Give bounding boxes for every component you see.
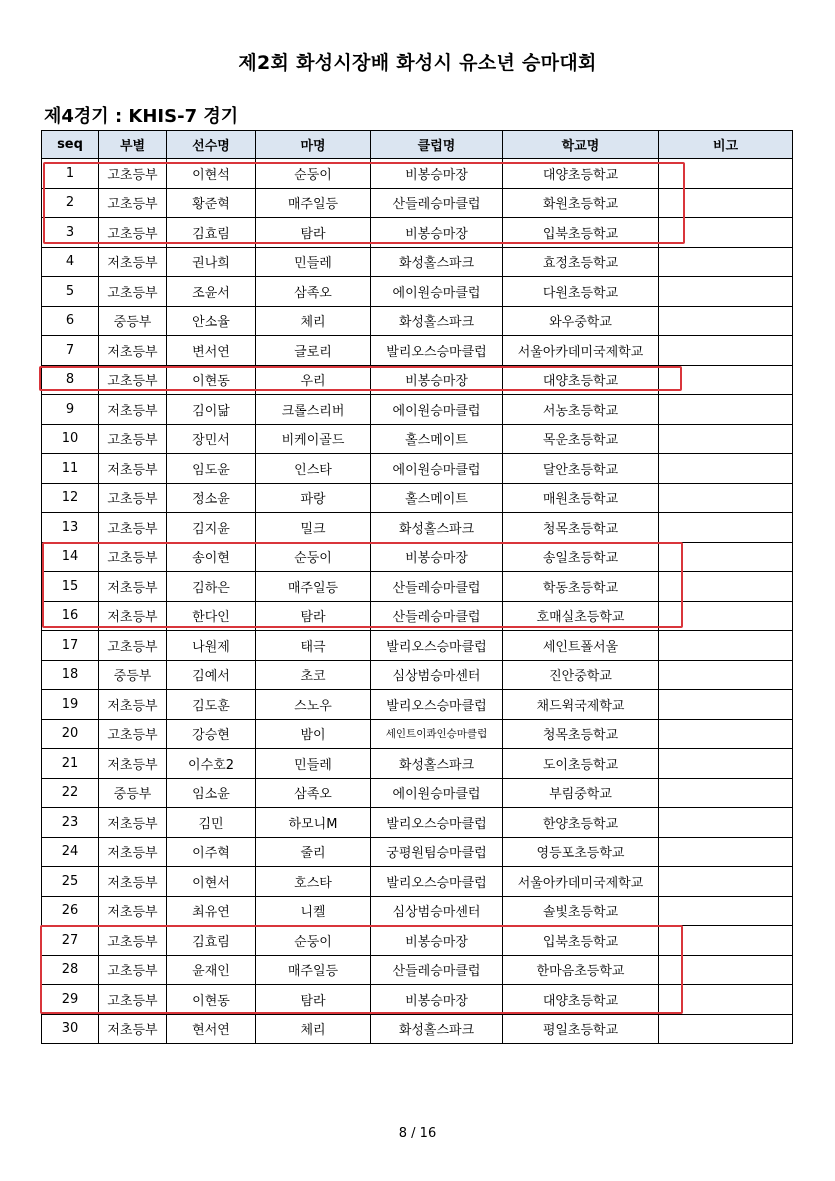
seq-cell: 6 <box>42 306 99 336</box>
school-cell: 부림중학교 <box>503 778 659 808</box>
table-row <box>42 896 793 926</box>
note-cell <box>659 985 793 1015</box>
division-cell: 고초등부 <box>99 542 167 572</box>
seq-cell: 13 <box>42 513 99 543</box>
header-club: 클럽명 <box>371 131 503 159</box>
seq-cell: 4 <box>42 247 99 277</box>
seq-cell: 24 <box>42 837 99 867</box>
division-cell: 저초등부 <box>99 837 167 867</box>
document-title: 제2회 화성시장배 화성시 유소년 승마대회 <box>238 52 597 74</box>
school-cell: 청목초등학교 <box>503 719 659 749</box>
club-cell: 화성홀스파크 <box>371 306 503 336</box>
horse-cell: 순둥이 <box>256 542 371 572</box>
club-cell: 산들레승마클럽 <box>371 188 503 218</box>
division-cell: 저초등부 <box>99 867 167 897</box>
note-cell <box>659 336 793 366</box>
division-cell: 고초등부 <box>99 985 167 1015</box>
table-row <box>42 513 793 543</box>
note-cell <box>659 749 793 779</box>
division-cell: 고초등부 <box>99 188 167 218</box>
seq-cell: 9 <box>42 395 99 425</box>
school-cell: 진안중학교 <box>503 660 659 690</box>
division-cell: 고초등부 <box>99 926 167 956</box>
table-row <box>42 188 793 218</box>
horse-cell: 민들레 <box>256 247 371 277</box>
rider-cell: 조윤서 <box>167 277 256 307</box>
seq-cell: 11 <box>42 454 99 484</box>
horse-cell: 탐라 <box>256 601 371 631</box>
table-row <box>42 749 793 779</box>
seq-cell: 16 <box>42 601 99 631</box>
horse-cell: 태극 <box>256 631 371 661</box>
table-row <box>42 808 793 838</box>
school-cell: 와우중학교 <box>503 306 659 336</box>
club-cell: 화성홀스파크 <box>371 749 503 779</box>
club-cell: 비봉승마장 <box>371 159 503 189</box>
school-cell: 서농초등학교 <box>503 395 659 425</box>
horse-cell: 삼족오 <box>256 277 371 307</box>
note-cell <box>659 159 793 189</box>
division-cell: 고초등부 <box>99 513 167 543</box>
note-cell <box>659 778 793 808</box>
seq-cell: 21 <box>42 749 99 779</box>
club-cell: 비봉승마장 <box>371 542 503 572</box>
division-cell: 저초등부 <box>99 690 167 720</box>
seq-cell: 15 <box>42 572 99 602</box>
rider-cell: 이현동 <box>167 365 256 395</box>
rider-cell: 송이현 <box>167 542 256 572</box>
division-cell: 저초등부 <box>99 601 167 631</box>
table-body <box>42 159 793 1044</box>
rider-cell: 강승현 <box>167 719 256 749</box>
club-cell: 발리오스승마클럽 <box>371 336 503 366</box>
horse-cell: 우리 <box>256 365 371 395</box>
rider-cell: 김효림 <box>167 218 256 248</box>
horse-cell: 매주일등 <box>256 572 371 602</box>
rider-cell: 한다인 <box>167 601 256 631</box>
seq-cell: 10 <box>42 424 99 454</box>
horse-cell: 호스타 <box>256 867 371 897</box>
note-cell <box>659 660 793 690</box>
note-cell <box>659 837 793 867</box>
rider-cell: 김이닮 <box>167 395 256 425</box>
rider-cell: 임소윤 <box>167 778 256 808</box>
horse-cell: 초코 <box>256 660 371 690</box>
table-row <box>42 1014 793 1044</box>
note-cell <box>659 542 793 572</box>
division-cell: 저초등부 <box>99 454 167 484</box>
school-cell: 달안초등학교 <box>503 454 659 484</box>
school-cell: 입북초등학교 <box>503 926 659 956</box>
table-row <box>42 454 793 484</box>
division-cell: 고초등부 <box>99 159 167 189</box>
seq-cell: 1 <box>42 159 99 189</box>
horse-cell: 체리 <box>256 1014 371 1044</box>
club-cell: 화성홀스파크 <box>371 247 503 277</box>
division-cell: 저초등부 <box>99 395 167 425</box>
table-row <box>42 542 793 572</box>
note-cell <box>659 631 793 661</box>
rider-cell: 김하은 <box>167 572 256 602</box>
table-row <box>42 572 793 602</box>
club-cell: 심상범승마센터 <box>371 896 503 926</box>
seq-cell: 29 <box>42 985 99 1015</box>
note-cell <box>659 955 793 985</box>
club-cell: 에이원승마클럽 <box>371 454 503 484</box>
table-header-row <box>42 131 793 159</box>
rider-cell: 정소윤 <box>167 483 256 513</box>
note-cell <box>659 513 793 543</box>
school-cell: 매원초등학교 <box>503 483 659 513</box>
club-cell: 발리오스승마클럽 <box>371 808 503 838</box>
seq-cell: 7 <box>42 336 99 366</box>
table-row <box>42 159 793 189</box>
table-row <box>42 365 793 395</box>
horse-cell: 밤이 <box>256 719 371 749</box>
table-row <box>42 955 793 985</box>
table-row <box>42 926 793 956</box>
table-row <box>42 424 793 454</box>
page-number: 8 / 16 <box>398 1126 437 1141</box>
rider-cell: 현서연 <box>167 1014 256 1044</box>
rider-cell: 안소율 <box>167 306 256 336</box>
school-cell: 호매실초등학교 <box>503 601 659 631</box>
club-cell: 발리오스승마클럽 <box>371 867 503 897</box>
school-cell: 한마음초등학교 <box>503 955 659 985</box>
division-cell: 고초등부 <box>99 955 167 985</box>
header-division: 부별 <box>99 131 167 159</box>
club-cell: 비봉승마장 <box>371 218 503 248</box>
note-cell <box>659 277 793 307</box>
division-cell: 고초등부 <box>99 719 167 749</box>
school-cell: 학동초등학교 <box>503 572 659 602</box>
rider-cell: 이현석 <box>167 159 256 189</box>
seq-cell: 25 <box>42 867 99 897</box>
table-row <box>42 985 793 1015</box>
club-cell: 산들레승마클럽 <box>371 955 503 985</box>
division-cell: 고초등부 <box>99 631 167 661</box>
entry-table <box>41 130 793 1044</box>
horse-cell: 체리 <box>256 306 371 336</box>
school-cell: 평일초등학교 <box>503 1014 659 1044</box>
header-horse: 마명 <box>256 131 371 159</box>
division-cell: 중등부 <box>99 306 167 336</box>
club-cell: 화성홀스파크 <box>371 1014 503 1044</box>
table-row <box>42 218 793 248</box>
note-cell <box>659 690 793 720</box>
seq-cell: 2 <box>42 188 99 218</box>
school-cell: 채드윅국제학교 <box>503 690 659 720</box>
club-cell: 심상범승마센터 <box>371 660 503 690</box>
table-row <box>42 247 793 277</box>
note-cell <box>659 218 793 248</box>
note-cell <box>659 601 793 631</box>
division-cell: 고초등부 <box>99 365 167 395</box>
section-title: 제4경기 : KHIS-7 경기 <box>44 106 239 127</box>
rider-cell: 나원제 <box>167 631 256 661</box>
division-cell: 중등부 <box>99 660 167 690</box>
seq-cell: 3 <box>42 218 99 248</box>
note-cell <box>659 719 793 749</box>
school-cell: 입북초등학교 <box>503 218 659 248</box>
horse-cell: 파랑 <box>256 483 371 513</box>
club-cell: 산들레승마클럽 <box>371 572 503 602</box>
school-cell: 서울아카데미국제학교 <box>503 336 659 366</box>
note-cell <box>659 424 793 454</box>
rider-cell: 김예서 <box>167 660 256 690</box>
header-seq: seq <box>42 131 99 159</box>
rider-cell: 이주혁 <box>167 837 256 867</box>
division-cell: 저초등부 <box>99 336 167 366</box>
horse-cell: 매주일등 <box>256 188 371 218</box>
horse-cell: 탐라 <box>256 218 371 248</box>
note-cell <box>659 395 793 425</box>
rider-cell: 변서연 <box>167 336 256 366</box>
note-cell <box>659 808 793 838</box>
division-cell: 저초등부 <box>99 808 167 838</box>
note-cell <box>659 926 793 956</box>
club-cell: 궁평원팀승마클럽 <box>371 837 503 867</box>
horse-cell: 비케이골드 <box>256 424 371 454</box>
club-cell: 홀스메이트 <box>371 424 503 454</box>
rider-cell: 윤재인 <box>167 955 256 985</box>
club-cell: 비봉승마장 <box>371 365 503 395</box>
club-cell: 에이원승마클럽 <box>371 778 503 808</box>
seq-cell: 30 <box>42 1014 99 1044</box>
club-cell: 발리오스승마클럽 <box>371 631 503 661</box>
rider-cell: 김지윤 <box>167 513 256 543</box>
club-cell: 에이원승마클럽 <box>371 395 503 425</box>
school-cell: 세인트폴서울 <box>503 631 659 661</box>
rider-cell: 김도훈 <box>167 690 256 720</box>
club-cell: 화성홀스파크 <box>371 513 503 543</box>
division-cell: 저초등부 <box>99 247 167 277</box>
rider-cell: 임도윤 <box>167 454 256 484</box>
table-row <box>42 277 793 307</box>
school-cell: 다원초등학교 <box>503 277 659 307</box>
school-cell: 도이초등학교 <box>503 749 659 779</box>
rider-cell: 최유연 <box>167 896 256 926</box>
horse-cell: 삼족오 <box>256 778 371 808</box>
seq-cell: 17 <box>42 631 99 661</box>
rider-cell: 권나희 <box>167 247 256 277</box>
club-cell: 홀스메이트 <box>371 483 503 513</box>
seq-cell: 27 <box>42 926 99 956</box>
seq-cell: 20 <box>42 719 99 749</box>
club-cell: 비봉승마장 <box>371 926 503 956</box>
note-cell <box>659 365 793 395</box>
note-cell <box>659 896 793 926</box>
note-cell <box>659 306 793 336</box>
table-row <box>42 631 793 661</box>
school-cell: 청목초등학교 <box>503 513 659 543</box>
header-note: 비고 <box>659 131 793 159</box>
table-row <box>42 660 793 690</box>
club-cell: 발리오스승마클럽 <box>371 690 503 720</box>
table-row <box>42 778 793 808</box>
school-cell: 대양초등학교 <box>503 159 659 189</box>
seq-cell: 8 <box>42 365 99 395</box>
table-row <box>42 867 793 897</box>
seq-cell: 22 <box>42 778 99 808</box>
school-cell: 효정초등학교 <box>503 247 659 277</box>
seq-cell: 28 <box>42 955 99 985</box>
horse-cell: 글로리 <box>256 336 371 366</box>
school-cell: 목운초등학교 <box>503 424 659 454</box>
seq-cell: 26 <box>42 896 99 926</box>
division-cell: 고초등부 <box>99 483 167 513</box>
school-cell: 솔빛초등학교 <box>503 896 659 926</box>
rider-cell: 이현동 <box>167 985 256 1015</box>
division-cell: 저초등부 <box>99 749 167 779</box>
horse-cell: 인스타 <box>256 454 371 484</box>
note-cell <box>659 483 793 513</box>
seq-cell: 14 <box>42 542 99 572</box>
horse-cell: 탐라 <box>256 985 371 1015</box>
table-row <box>42 483 793 513</box>
school-cell: 송일초등학교 <box>503 542 659 572</box>
note-cell <box>659 867 793 897</box>
rider-cell: 장민서 <box>167 424 256 454</box>
table-row <box>42 306 793 336</box>
school-cell: 화원초등학교 <box>503 188 659 218</box>
note-cell <box>659 454 793 484</box>
header-rider: 선수명 <box>167 131 256 159</box>
horse-cell: 순둥이 <box>256 926 371 956</box>
school-cell: 대양초등학교 <box>503 365 659 395</box>
rider-cell: 김민 <box>167 808 256 838</box>
rider-cell: 황준혁 <box>167 188 256 218</box>
rider-cell: 김효림 <box>167 926 256 956</box>
table-row <box>42 690 793 720</box>
horse-cell: 니켈 <box>256 896 371 926</box>
horse-cell: 줄리 <box>256 837 371 867</box>
table-row <box>42 837 793 867</box>
horse-cell: 매주일등 <box>256 955 371 985</box>
horse-cell: 민들레 <box>256 749 371 779</box>
horse-cell: 하모니M <box>256 808 371 838</box>
note-cell <box>659 572 793 602</box>
division-cell: 고초등부 <box>99 277 167 307</box>
horse-cell: 밀크 <box>256 513 371 543</box>
rider-cell: 이수호2 <box>167 749 256 779</box>
horse-cell: 스노우 <box>256 690 371 720</box>
seq-cell: 23 <box>42 808 99 838</box>
note-cell <box>659 247 793 277</box>
table-row <box>42 336 793 366</box>
division-cell: 저초등부 <box>99 1014 167 1044</box>
table-row <box>42 395 793 425</box>
rider-cell: 이현서 <box>167 867 256 897</box>
club-cell: 산들레승마클럽 <box>371 601 503 631</box>
horse-cell: 크롤스리버 <box>256 395 371 425</box>
note-cell <box>659 1014 793 1044</box>
horse-cell: 순둥이 <box>256 159 371 189</box>
club-cell: 에이원승마클럽 <box>371 277 503 307</box>
header-school: 학교명 <box>503 131 659 159</box>
division-cell: 저초등부 <box>99 896 167 926</box>
seq-cell: 12 <box>42 483 99 513</box>
division-cell: 고초등부 <box>99 424 167 454</box>
school-cell: 한양초등학교 <box>503 808 659 838</box>
division-cell: 중등부 <box>99 778 167 808</box>
division-cell: 고초등부 <box>99 218 167 248</box>
seq-cell: 18 <box>42 660 99 690</box>
seq-cell: 19 <box>42 690 99 720</box>
school-cell: 영등포초등학교 <box>503 837 659 867</box>
school-cell: 대양초등학교 <box>503 985 659 1015</box>
seq-cell: 5 <box>42 277 99 307</box>
school-cell: 서울아카데미국제학교 <box>503 867 659 897</box>
table-row <box>42 719 793 749</box>
table-row <box>42 601 793 631</box>
club-cell: 비봉승마장 <box>371 985 503 1015</box>
note-cell <box>659 188 793 218</box>
club-cell: 세인트이콰인승마클럽 <box>371 719 503 749</box>
division-cell: 저초등부 <box>99 572 167 602</box>
